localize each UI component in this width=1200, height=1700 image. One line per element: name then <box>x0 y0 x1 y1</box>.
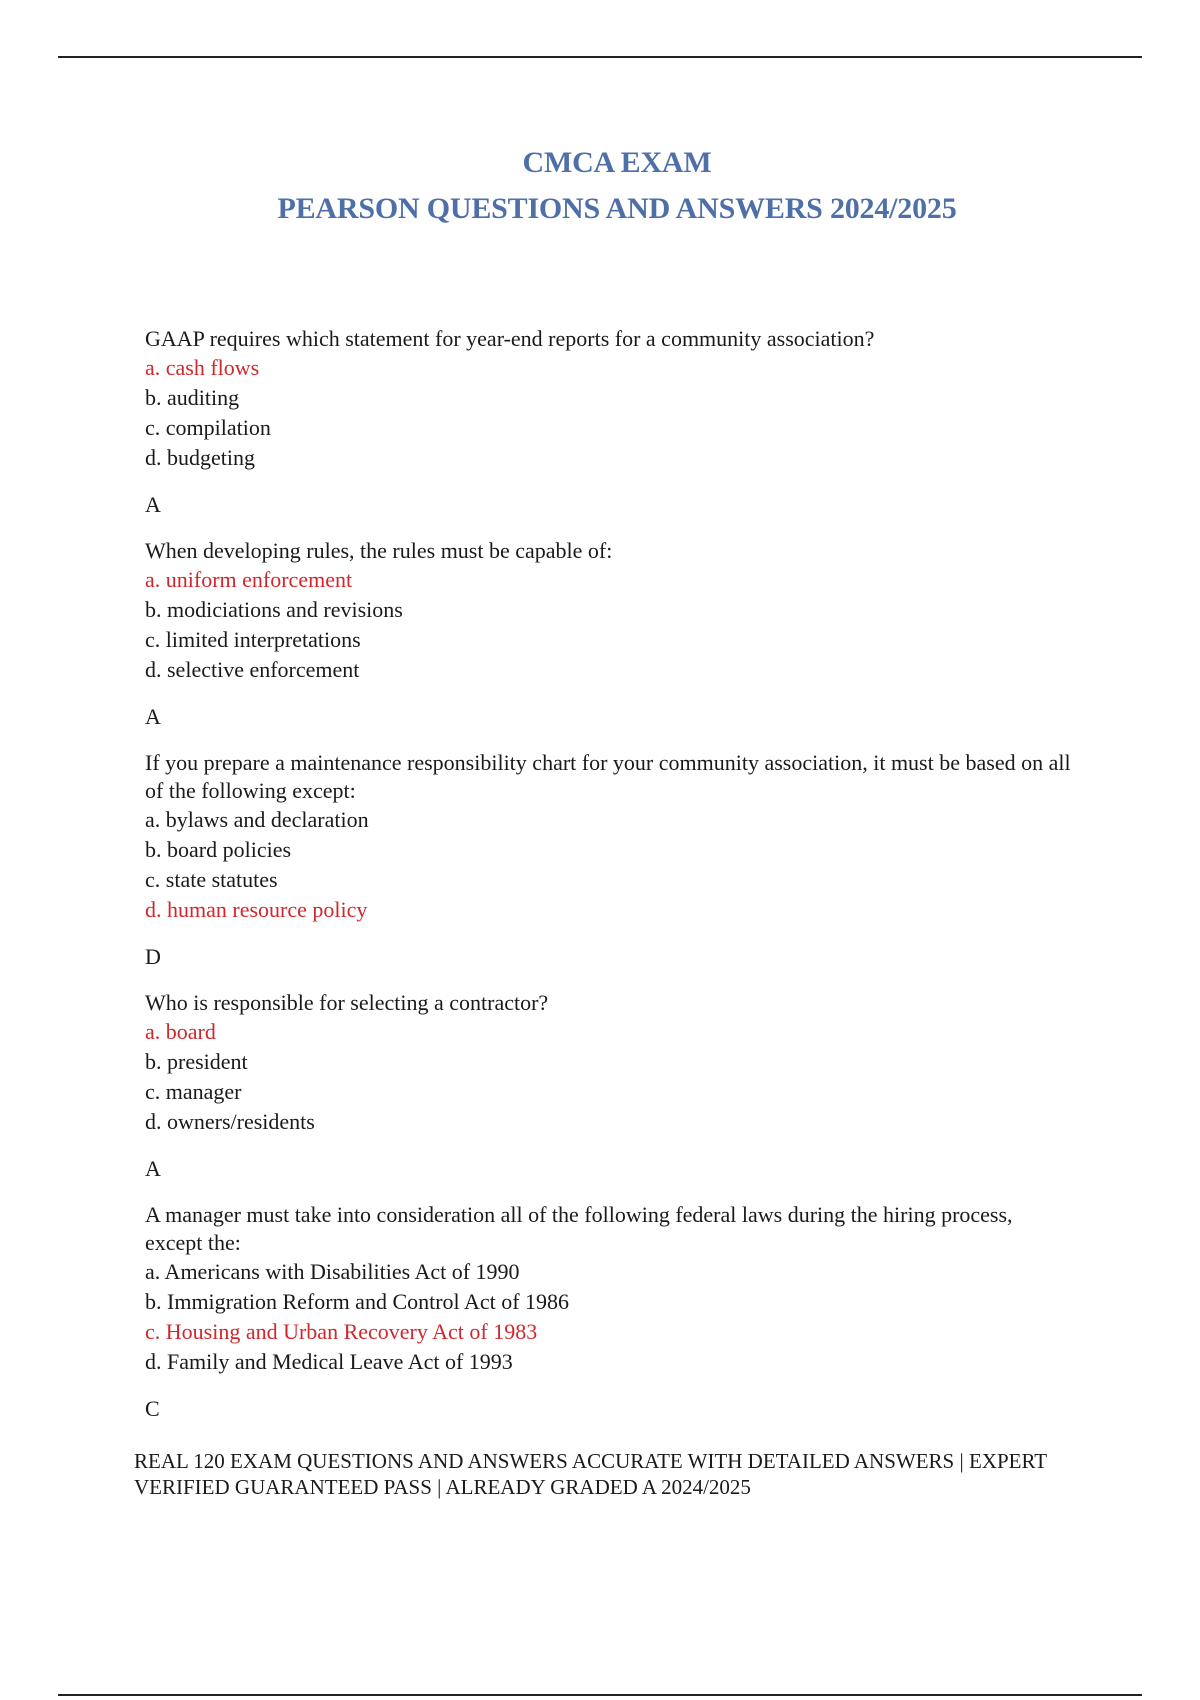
question-text: When developing rules, the rules must be capable of: <box>145 538 613 563</box>
answer-option: b. Immigration Reform and Control Act of 1986 <box>145 1289 570 1314</box>
correct-option: c. Housing and Urban Recovery Act of 1983 <box>145 1319 538 1344</box>
correct-option: a. board <box>145 1019 216 1044</box>
answer-option: d. selective enforcement <box>145 657 360 682</box>
answer-option: c. manager <box>145 1079 242 1104</box>
correct-option: a. cash flows <box>145 355 260 380</box>
answer-option: b. president <box>145 1049 248 1074</box>
question-text: GAAP requires which statement for year-end reports for a community association? <box>145 326 875 351</box>
answer-option: b. auditing <box>145 385 240 410</box>
answer-option: b. modiciations and revisions <box>145 597 403 622</box>
answer-option: c. limited interpretations <box>145 627 361 652</box>
top-rule <box>58 56 1142 58</box>
answer-option: c. compilation <box>145 415 271 440</box>
correct-option: a. uniform enforcement <box>145 567 353 592</box>
question-list <box>145 325 1075 1441</box>
question-block <box>145 989 1075 1183</box>
answer-option: a. bylaws and declaration <box>145 807 369 832</box>
question-block <box>145 537 1075 731</box>
answer-option: b. board policies <box>145 837 292 862</box>
footer-note: REAL 120 EXAM QUESTIONS AND ANSWERS ACCURATE WITH DETAILED ANSWERS | EXPERT VERIFIED GUARANTEED PASS | ALREADY GRADED A 2024/2025 <box>134 1449 1047 1499</box>
answer-key: A <box>145 492 161 517</box>
answer-option: d. Family and Medical Leave Act of 1993 <box>145 1349 513 1374</box>
title-line-1: CMCA EXAM <box>522 146 712 179</box>
question-text: Who is responsible for selecting a contractor? <box>145 990 549 1015</box>
answer-option: c. state statutes <box>145 867 278 892</box>
question-block <box>145 749 1075 971</box>
document-title <box>0 140 1200 232</box>
answer-key: A <box>145 1156 161 1181</box>
answer-key: C <box>145 1396 160 1421</box>
question-block <box>145 1201 1075 1423</box>
answer-option: d. owners/residents <box>145 1109 315 1134</box>
correct-option: d. human resource policy <box>145 897 368 922</box>
answer-option: d. budgeting <box>145 445 255 470</box>
title-line-2: PEARSON QUESTIONS AND ANSWERS 2024/2025 <box>277 192 957 225</box>
question-text: If you prepare a maintenance responsibility chart for your community association, it must be based on all of the following except: <box>145 750 1071 803</box>
bottom-rule <box>58 1694 1142 1696</box>
question-block <box>145 325 1075 519</box>
answer-key: D <box>145 944 161 969</box>
answer-option: a. Americans with Disabilities Act of 1990 <box>145 1259 520 1284</box>
question-text: A manager must take into consideration all of the following federal laws during the hiring process, except the: <box>145 1202 1013 1255</box>
answer-key: A <box>145 704 161 729</box>
